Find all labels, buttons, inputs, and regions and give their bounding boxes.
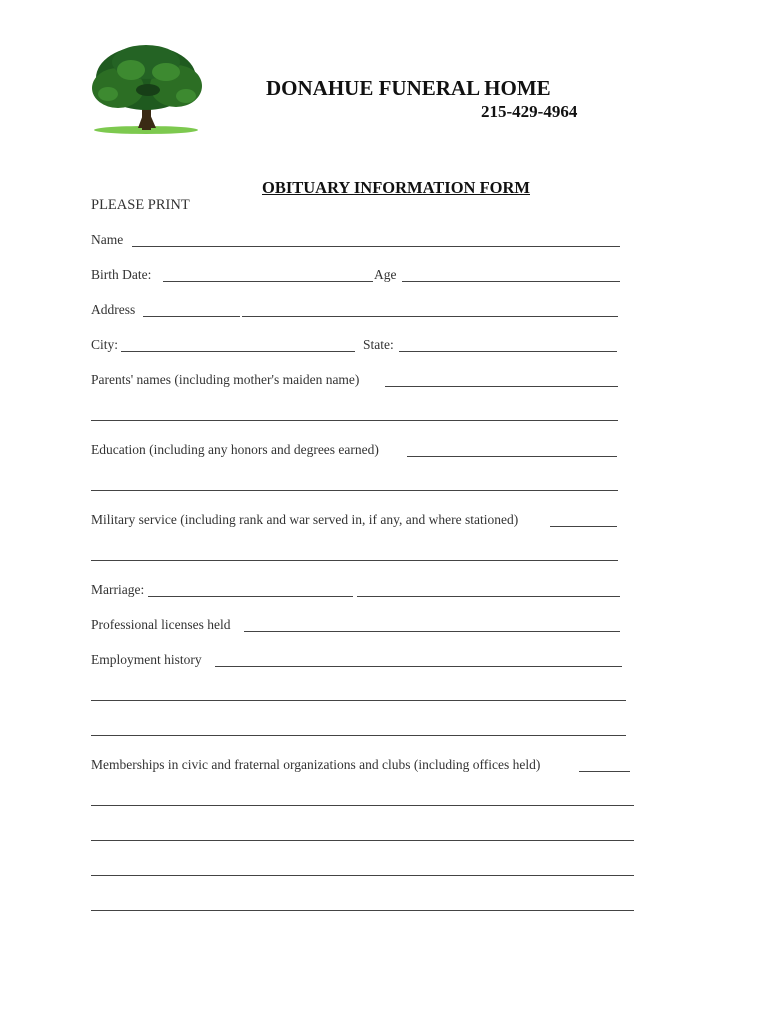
city-line[interactable] [121, 351, 355, 352]
licenses-label: Professional licenses held [91, 617, 231, 632]
name-label: Name [91, 232, 124, 247]
education-line-1[interactable] [407, 456, 617, 457]
employment-label: Employment history [91, 652, 202, 667]
age-line[interactable] [402, 281, 620, 282]
marriage-line-1[interactable] [148, 596, 353, 597]
city-label: City: [91, 337, 119, 352]
marriage-line-2[interactable] [357, 596, 620, 597]
education-label: Education (including any honors and degrees earned) [91, 442, 379, 457]
marriage-label: Marriage: [91, 582, 145, 597]
licenses-line[interactable] [244, 631, 620, 632]
parents-line-2[interactable] [91, 420, 618, 421]
education-line-2[interactable] [91, 490, 618, 491]
employment-line-3[interactable] [91, 735, 626, 736]
memberships-line-2[interactable] [91, 805, 634, 806]
military-label: Military service (including rank and war served in, if any, and where stationed) [91, 512, 519, 527]
parents-line-1[interactable] [385, 386, 618, 387]
parents-label: Parents' names (including mother's maiden name) [91, 372, 360, 387]
phone-number: 215-429-4964 [481, 102, 578, 121]
memberships-line-4[interactable] [91, 875, 634, 876]
form-title: OBITUARY INFORMATION FORM [262, 178, 530, 197]
address-line-1[interactable] [143, 316, 240, 317]
name-line[interactable] [132, 246, 620, 247]
birth-date-label: Birth Date: [91, 267, 152, 282]
memberships-line-5[interactable] [91, 910, 634, 911]
memberships-line-3[interactable] [91, 840, 634, 841]
state-line[interactable] [399, 351, 617, 352]
funeral-home-name: DONAHUE FUNERAL HOME [266, 76, 551, 100]
employment-line-2[interactable] [91, 700, 626, 701]
address-line-2[interactable] [242, 316, 618, 317]
birth-date-line[interactable] [163, 281, 373, 282]
memberships-label: Memberships in civic and fraternal organizations and clubs (including offices held) [91, 757, 541, 772]
employment-line-1[interactable] [215, 666, 622, 667]
age-label: Age [374, 267, 397, 282]
instruction-text: PLEASE PRINT [91, 197, 190, 213]
military-line-1[interactable] [550, 526, 617, 527]
military-line-2[interactable] [91, 560, 618, 561]
oak-tree-logo-icon [86, 42, 206, 136]
address-label: Address [91, 302, 136, 317]
state-label: State: [363, 337, 394, 352]
memberships-line-1[interactable] [579, 771, 630, 772]
